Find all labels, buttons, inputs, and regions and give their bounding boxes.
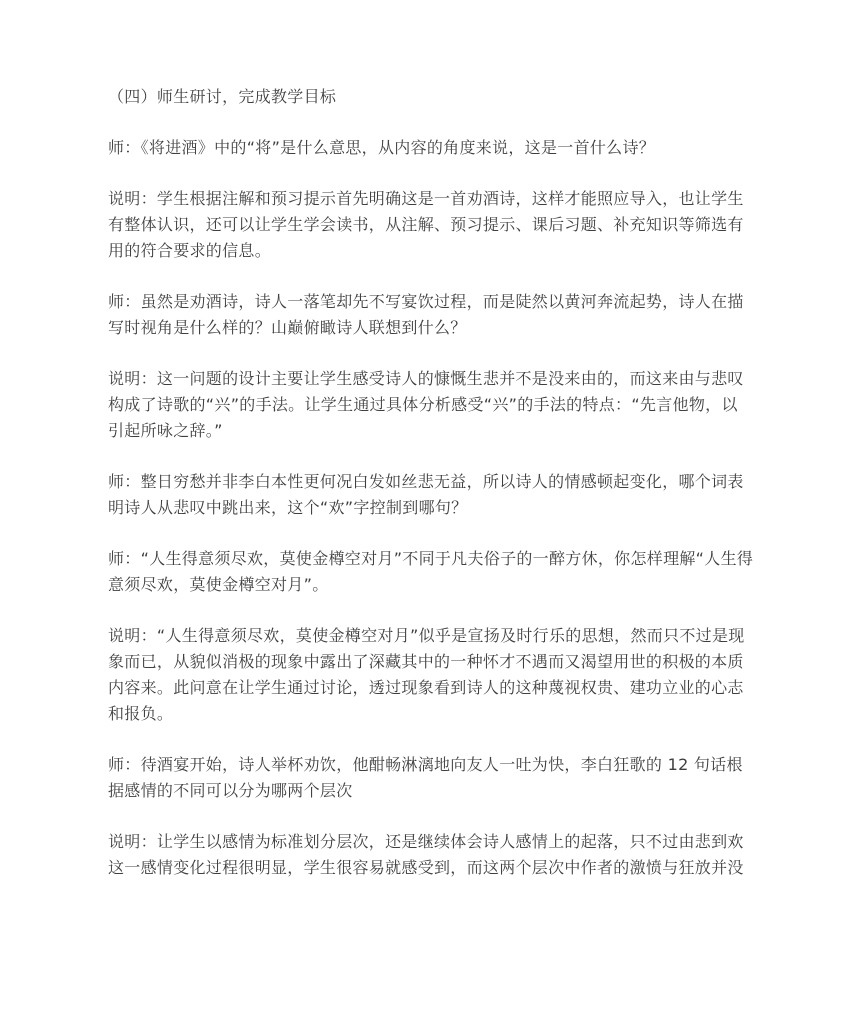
section-heading: （四）师生研讨，完成教学目标 — [108, 87, 337, 106]
document-body — [108, 84, 754, 906]
paragraph-1: 师：《将进酒》中的“将”是什么意思，从内容的角度来说，这是一首什么诗？ — [108, 138, 656, 157]
paragraph-5: 师：整日穷愁并非李白本性更何况白发如丝悲无益，所以诗人的情感顿起变化，哪个词表明诗人从悲叹中跳出来，这个“欢”字控制到哪句？ — [108, 472, 744, 517]
paragraph-2: 说明：学生根据注解和预习提示首先明确这是一首劝酒诗，这样才能照应导入，也让学生有整体认识，还可以让学生学会读书，从注解、预习提示、课后习题、补充知识等筛选有用的符合要求的信息。 — [108, 189, 744, 260]
paragraph-8: 师：待酒宴开始，诗人举杯劝饮，他酣畅淋漓地向友人一吐为快，李白狂歌的 12 句话根据感情的不同可以分为哪两个层次 — [108, 755, 743, 800]
paragraph-4: 说明：这一问题的设计主要让学生感受诗人的慷慨生悲并不是没来由的，而这来由与悲叹构成了诗歌的“兴”的手法。让学生通过具体分析感受“兴”的手法的特点：“先言他物，以引起所咏之辞。” — [108, 369, 744, 440]
paragraph-7: 说明：“人生得意须尽欢，莫使金樽空对月”似乎是宣扬及时行乐的思想，然而只不过是现象而已，从貌似消极的现象中露出了深藏其中的一种怀才不遇而又渴望用世的积极的本质内容来。此问意在让学生通过讨论，透过现象看到诗人的这种蔑视权贵、建功立业的心志和报负。 — [108, 626, 745, 723]
paragraph-9: 说明：让学生以感情为标准划分层次，还是继续体会诗人感情上的起落，只不过由悲到欢这一感情变化过程很明显，学生很容易就感受到，而这两个层次中作者的激愤与狂放并没 — [108, 832, 744, 877]
paragraph-3: 师：虽然是劝酒诗，诗人一落笔却先不写宴饮过程，而是陡然以黄河奔流起势，诗人在描写时视角是什么样的？山巅俯瞰诗人联想到什么？ — [108, 292, 744, 337]
paragraph-6: 师：“人生得意须尽欢，莫使金樽空对月”不同于凡夫俗子的一醉方休，你怎样理解“人生得意须尽欢，莫使金樽空对月”。 — [108, 549, 754, 594]
